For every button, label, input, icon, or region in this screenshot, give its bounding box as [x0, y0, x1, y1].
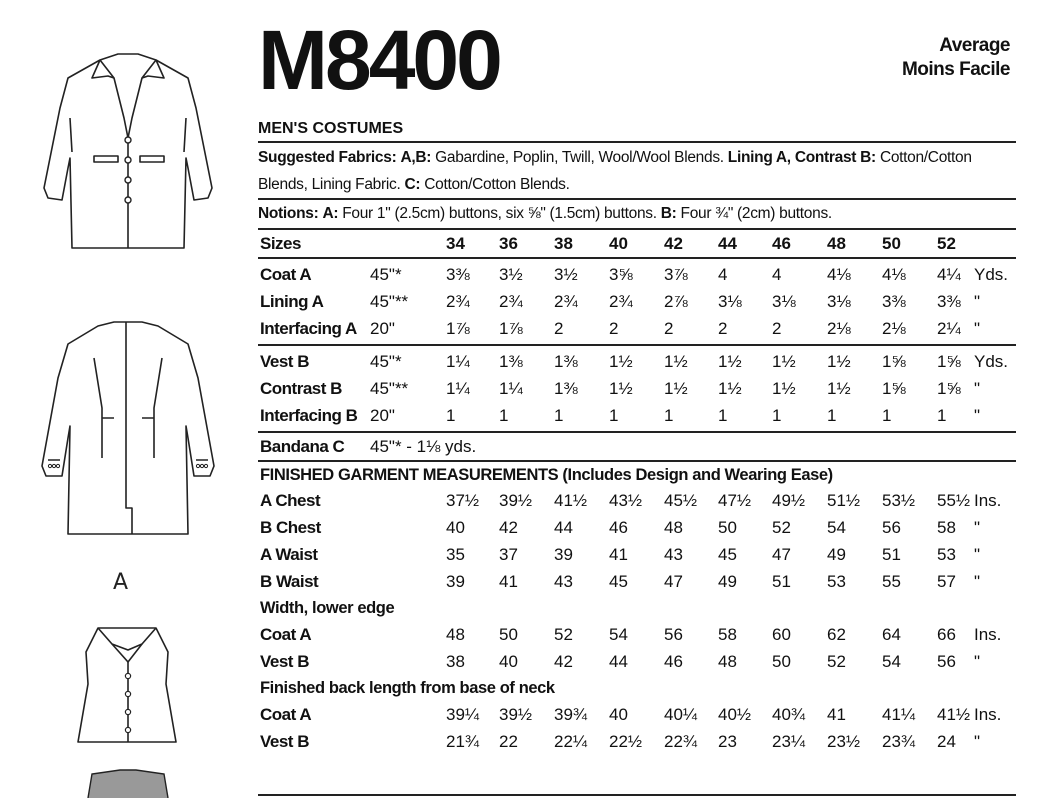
cell-value: 62 — [827, 625, 846, 644]
unit-label: Yds. — [974, 352, 1009, 371]
cell-value: 1½ — [609, 379, 633, 398]
cell-value: 1 — [937, 406, 947, 425]
notions-a-text: Four 1" (2.5cm) buttons, six ⅝" (1.5cm) buttons. — [342, 205, 657, 222]
cell-value: 41 — [827, 705, 846, 724]
unit-label: " — [974, 652, 981, 671]
fabric-width: 45"** — [370, 379, 409, 398]
table-row — [258, 621, 1016, 648]
unit-label: " — [974, 732, 981, 751]
bandana-label: Bandana C — [260, 437, 345, 456]
cell-value: 50 — [499, 625, 518, 644]
difficulty-fr: Moins Facile — [901, 59, 1010, 80]
difficulty-rating — [902, 34, 1010, 82]
cell-value: 1⅝ — [882, 352, 906, 371]
unit-label: " — [974, 545, 981, 564]
size-46: 46 — [772, 234, 791, 253]
cell-value: 52 — [827, 652, 846, 671]
cell-value: 47 — [664, 572, 683, 591]
unit-label: " — [974, 292, 981, 311]
size-42: 42 — [664, 234, 683, 253]
notions-b-label: B: — [660, 205, 677, 222]
cell-value: 42 — [499, 518, 518, 537]
row-label: Interfacing A — [260, 319, 357, 338]
table-row — [258, 648, 1016, 675]
size-36: 36 — [499, 234, 518, 253]
cell-value: 40 — [609, 705, 628, 724]
cell-value: 39½ — [499, 705, 533, 724]
fabrics-lining-text-1: Cotton/Cotton — [879, 149, 972, 166]
cell-value: 1 — [554, 406, 564, 425]
cell-value: 53 — [827, 572, 846, 591]
cell-value: 1⅞ — [446, 319, 470, 338]
cell-value: 1½ — [664, 352, 688, 371]
table-row — [258, 348, 1016, 375]
fabrics-label: Suggested Fabrics: — [258, 149, 397, 166]
cell-value: 1⅜ — [554, 379, 578, 398]
row-label: Coat A — [260, 265, 312, 284]
table-row — [258, 728, 1016, 755]
cell-value: 50 — [772, 652, 791, 671]
unit-label: Ins. — [974, 705, 1002, 724]
table-row — [258, 541, 1016, 568]
cell-value: 23 — [718, 732, 737, 751]
cell-value: 2¾ — [609, 292, 633, 311]
bandana-text: 45"* - 1⅛ yds. — [370, 437, 477, 456]
cell-value: 48 — [664, 518, 683, 537]
cell-value: 56 — [937, 652, 956, 671]
pattern-info — [258, 118, 1016, 755]
table-row — [258, 261, 1016, 288]
cell-value: 58 — [937, 518, 956, 537]
section-title: MEN'S COSTUMES — [258, 118, 1016, 143]
cell-value: 24 — [937, 732, 956, 751]
cell-value: 2¾ — [499, 292, 523, 311]
cell-value: 3½ — [554, 265, 578, 284]
cell-value: 37½ — [446, 491, 480, 510]
cell-value: 1⅜ — [499, 352, 523, 371]
cell-value: 22¼ — [554, 732, 588, 751]
unit-label: Yds. — [974, 265, 1009, 284]
width-heading: Width, lower edge — [260, 599, 395, 617]
finished-measurements-rows — [258, 487, 1016, 595]
fabric-width: 20" — [370, 319, 395, 338]
notions-b-text: Four ¾" (2cm) buttons. — [680, 205, 832, 222]
yardage-group — [258, 259, 1016, 346]
cell-value: 1⅝ — [882, 379, 906, 398]
size-38: 38 — [554, 234, 573, 253]
cell-value: 2 — [609, 319, 619, 338]
cell-value: 3⅞ — [664, 265, 688, 284]
cell-value: 3⅜ — [882, 292, 906, 311]
row-label: Interfacing B — [260, 406, 358, 425]
cell-value: 21¾ — [446, 732, 480, 751]
cell-value: 23½ — [827, 732, 861, 751]
cell-value: 41 — [499, 572, 518, 591]
cell-value: 1½ — [827, 352, 851, 371]
cell-value: 39 — [554, 545, 573, 564]
cell-value: 39¼ — [446, 705, 480, 724]
cell-value: 47½ — [718, 491, 752, 510]
cell-value: 2¾ — [446, 292, 470, 311]
cell-value: 2⅛ — [882, 319, 906, 338]
cell-value: 56 — [882, 518, 901, 537]
cell-value: 55½ — [937, 491, 971, 510]
sizes-label: Sizes — [260, 234, 301, 253]
cell-value: 4¼ — [937, 265, 961, 284]
cell-value: 3⅜ — [937, 292, 961, 311]
cell-value: 49½ — [772, 491, 806, 510]
finished-measurements-heading: FINISHED GARMENT MEASUREMENTS (Includes Design and Wearing Ease) — [260, 466, 833, 484]
cell-value: 54 — [827, 518, 846, 537]
size-52: 52 — [937, 234, 956, 253]
fabric-width: 20" — [370, 406, 395, 425]
unit-label: " — [974, 518, 981, 537]
table-row — [258, 514, 1016, 541]
cell-value: 64 — [882, 625, 901, 644]
cell-value: 23¼ — [772, 732, 806, 751]
fabrics-ab-text: Gabardine, Poplin, Twill, Wool/Wool Blends. — [435, 149, 724, 166]
cell-value: 45 — [718, 545, 737, 564]
cell-value: 38 — [446, 652, 465, 671]
coat-front-drawing — [28, 48, 228, 278]
cell-value: 1½ — [772, 379, 796, 398]
unit-label: " — [974, 319, 981, 338]
fabrics-lining-label: Lining A, Contrast B: — [727, 149, 876, 166]
cell-value: 41½ — [554, 491, 588, 510]
fabrics-ab-label: A,B: — [400, 149, 432, 166]
cell-value: 2 — [718, 319, 728, 338]
cell-value: 3⅛ — [772, 292, 796, 311]
coat-back-drawing — [28, 318, 228, 558]
cell-value: 43 — [554, 572, 573, 591]
row-label: Contrast B — [260, 379, 342, 398]
cell-value: 47 — [772, 545, 791, 564]
size-50: 50 — [882, 234, 901, 253]
table-row — [258, 701, 1016, 728]
yardage-group — [258, 346, 1016, 433]
row-label: Vest B — [260, 352, 309, 371]
cell-value: 54 — [609, 625, 628, 644]
cell-value: 49 — [827, 545, 846, 564]
cell-value: 52 — [772, 518, 791, 537]
row-label: A Waist — [260, 545, 318, 564]
length-heading: Finished back length from base of neck — [260, 679, 555, 697]
cell-value: 1¼ — [446, 352, 470, 371]
cell-value: 1⅝ — [937, 352, 961, 371]
cell-value: 51 — [882, 545, 901, 564]
cell-value: 4 — [772, 265, 782, 284]
cell-value: 66 — [937, 625, 956, 644]
row-label: B Chest — [260, 518, 321, 537]
cell-value: 37 — [499, 545, 518, 564]
table-row — [258, 402, 1016, 429]
fabric-width: 45"** — [370, 292, 409, 311]
cell-value: 43½ — [609, 491, 643, 510]
cell-value: 42 — [554, 652, 573, 671]
table-row — [258, 288, 1016, 315]
row-label: A Chest — [260, 491, 321, 510]
cell-value: 39½ — [499, 491, 533, 510]
row-label: Lining A — [260, 292, 324, 311]
cell-value: 3⅝ — [609, 265, 633, 284]
cell-value: 2 — [772, 319, 782, 338]
row-label: Vest B — [260, 652, 309, 671]
fabric-width: 45"* — [370, 265, 402, 284]
size-40: 40 — [609, 234, 628, 253]
cell-value: 41¼ — [882, 705, 916, 724]
cell-value: 1½ — [718, 379, 742, 398]
cell-value: 43 — [664, 545, 683, 564]
row-label: Vest B — [260, 732, 309, 751]
cell-value: 54 — [882, 652, 901, 671]
cell-value: 1⅞ — [499, 319, 523, 338]
unit-label: Ins. — [974, 625, 1002, 644]
cell-value: 40 — [446, 518, 465, 537]
unit-label: " — [974, 379, 981, 398]
cell-value: 41½ — [937, 705, 971, 724]
cell-value: 1¼ — [446, 379, 470, 398]
width-rows — [258, 621, 1016, 675]
cell-value: 1½ — [664, 379, 688, 398]
cell-value: 22¾ — [664, 732, 698, 751]
cell-value: 3⅛ — [827, 292, 851, 311]
cell-value: 1½ — [827, 379, 851, 398]
cell-value: 1 — [882, 406, 892, 425]
cell-value: 40 — [499, 652, 518, 671]
cell-value: 46 — [609, 518, 628, 537]
fabric-width: 45"* — [370, 352, 402, 371]
cell-value: 1 — [499, 406, 509, 425]
table-row — [258, 375, 1016, 402]
fabrics-c-label: C: — [404, 176, 421, 193]
cell-value: 57 — [937, 572, 956, 591]
cell-value: 40¾ — [772, 705, 806, 724]
cell-value: 53 — [937, 545, 956, 564]
cell-value: 35 — [446, 545, 465, 564]
cell-value: 1 — [446, 406, 456, 425]
cell-value: 1 — [718, 406, 728, 425]
cell-value: 51 — [772, 572, 791, 591]
cell-value: 48 — [718, 652, 737, 671]
cell-value: 52 — [554, 625, 573, 644]
yardage-table — [258, 259, 1016, 433]
cell-value: 45½ — [664, 491, 698, 510]
cell-value: 44 — [554, 518, 573, 537]
row-label: Coat A — [260, 705, 312, 724]
cell-value: 22 — [499, 732, 518, 751]
pattern-number: M8400 — [258, 13, 500, 107]
cell-value: 53½ — [882, 491, 916, 510]
cell-value: 22½ — [609, 732, 643, 751]
table-row — [258, 487, 1016, 514]
cell-value: 40½ — [718, 705, 752, 724]
size-48: 48 — [827, 234, 846, 253]
cell-value: 1½ — [718, 352, 742, 371]
view-letter: A — [113, 570, 129, 595]
cell-value: 50 — [718, 518, 737, 537]
cell-value: 1 — [772, 406, 782, 425]
cell-value: 4 — [718, 265, 728, 284]
cell-value: 1½ — [609, 352, 633, 371]
sizes-row — [258, 230, 1016, 259]
cell-value: 2⅛ — [827, 319, 851, 338]
cell-value: 2¾ — [554, 292, 578, 311]
cell-value: 44 — [609, 652, 628, 671]
vest-back-drawing — [78, 768, 178, 798]
size-44: 44 — [718, 234, 737, 253]
cell-value: 3½ — [499, 265, 523, 284]
unit-label: " — [974, 406, 981, 425]
cell-value: 2 — [664, 319, 674, 338]
row-label: B Waist — [260, 572, 319, 591]
cell-value: 1½ — [772, 352, 796, 371]
cell-value: 3⅜ — [446, 265, 470, 284]
notions-label: Notions: — [258, 205, 319, 222]
cell-value: 1 — [664, 406, 674, 425]
notions-a-label: A: — [322, 205, 339, 222]
fabrics-lining-text-2: Blends, Lining Fabric. — [258, 176, 401, 193]
cell-value: 4⅛ — [882, 265, 906, 284]
fabrics-c-text: Cotton/Cotton Blends. — [424, 176, 570, 193]
unit-label: " — [974, 572, 981, 591]
cell-value: 45 — [609, 572, 628, 591]
table-row — [258, 315, 1016, 342]
vest-front-drawing — [72, 622, 182, 752]
difficulty-en: Average — [939, 35, 1010, 56]
cell-value: 56 — [664, 625, 683, 644]
cell-value: 1 — [609, 406, 619, 425]
unit-label: Ins. — [974, 491, 1002, 510]
table-row — [258, 568, 1016, 595]
length-rows — [258, 701, 1016, 755]
bandana-row — [258, 433, 1016, 462]
cell-value: 1 — [827, 406, 837, 425]
cell-value: 1¼ — [499, 379, 523, 398]
notions — [258, 200, 1016, 230]
cell-value: 41 — [609, 545, 628, 564]
cell-value: 60 — [772, 625, 791, 644]
cell-value: 2⅞ — [664, 292, 688, 311]
cell-value: 48 — [446, 625, 465, 644]
cell-value: 49 — [718, 572, 737, 591]
cell-value: 55 — [882, 572, 901, 591]
cell-value: 39¾ — [554, 705, 588, 724]
row-label: Coat A — [260, 625, 312, 644]
cell-value: 2¼ — [937, 319, 961, 338]
cell-value: 1⅜ — [554, 352, 578, 371]
cell-value: 39 — [446, 572, 465, 591]
cell-value: 51½ — [827, 491, 861, 510]
suggested-fabrics — [258, 143, 1016, 200]
cell-value: 46 — [664, 652, 683, 671]
cell-value: 58 — [718, 625, 737, 644]
cell-value: 40¼ — [664, 705, 698, 724]
technical-drawings — [0, 0, 250, 796]
cell-value: 2 — [554, 319, 564, 338]
cell-value: 23¾ — [882, 732, 916, 751]
cell-value: 1⅝ — [937, 379, 961, 398]
cell-value: 4⅛ — [827, 265, 851, 284]
cell-value: 3⅛ — [718, 292, 742, 311]
size-34: 34 — [446, 234, 465, 253]
